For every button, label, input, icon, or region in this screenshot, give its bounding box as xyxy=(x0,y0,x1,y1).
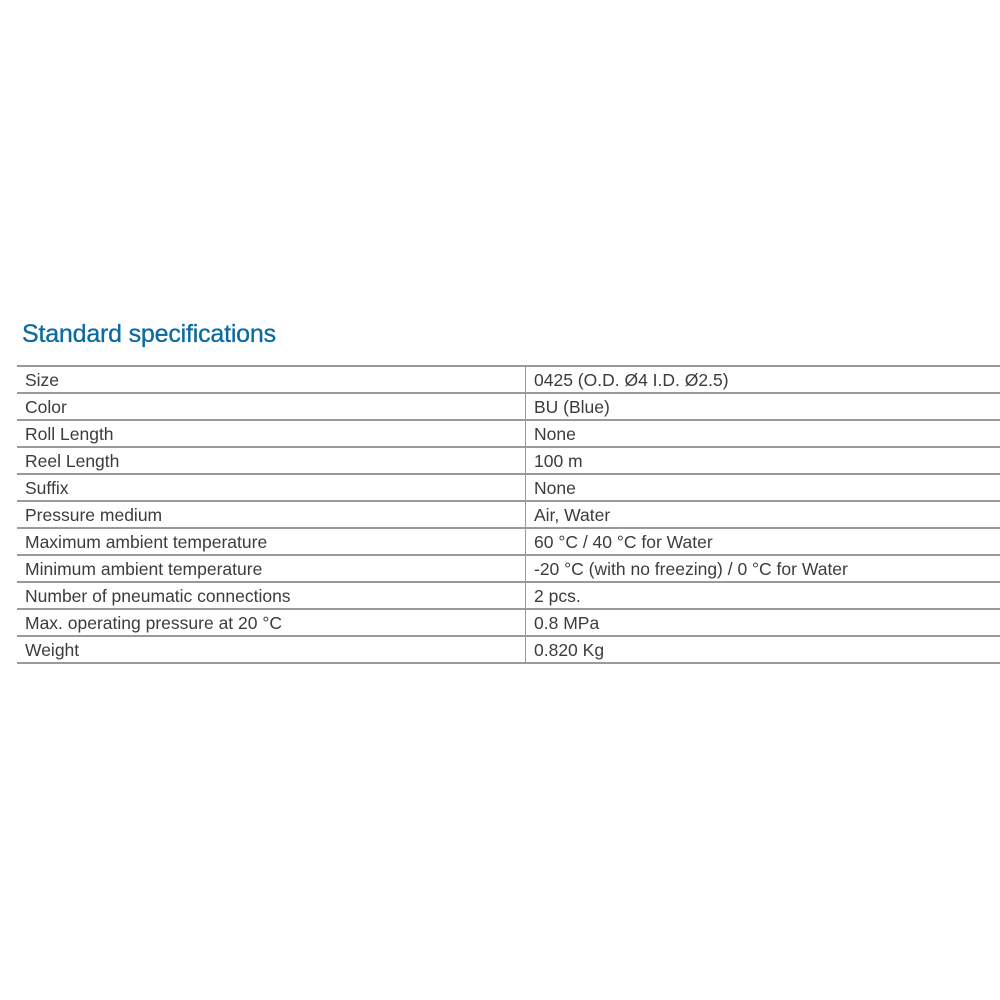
spec-value: None xyxy=(526,474,1000,501)
spec-row-max-operating-pressure xyxy=(17,609,1000,636)
spec-label: Weight xyxy=(17,636,526,663)
spec-value: BU (Blue) xyxy=(526,393,1000,420)
spec-row-min-ambient-temperature xyxy=(17,555,1000,582)
spec-row-pressure-medium xyxy=(17,501,1000,528)
spec-label: Size xyxy=(17,366,526,393)
spec-label: Suffix xyxy=(17,474,526,501)
section-title: Standard specifications xyxy=(22,320,276,348)
spec-row-max-ambient-temperature xyxy=(17,528,1000,555)
spec-value: 0425 (O.D. Ø4 I.D. Ø2.5) xyxy=(526,366,1000,393)
spec-row-size xyxy=(17,366,1000,393)
spec-label: Maximum ambient temperature xyxy=(17,528,526,555)
spec-row-pneumatic-connections xyxy=(17,582,1000,609)
spec-value: -20 °C (with no freezing) / 0 °C for Water xyxy=(526,555,1000,582)
specifications-table xyxy=(17,365,1000,664)
spec-label: Number of pneumatic connections xyxy=(17,582,526,609)
spec-label: Max. operating pressure at 20 °C xyxy=(17,609,526,636)
spec-value: 60 °C / 40 °C for Water xyxy=(526,528,1000,555)
spec-label: Minimum ambient temperature xyxy=(17,555,526,582)
spec-value: None xyxy=(526,420,1000,447)
spec-value: Air, Water xyxy=(526,501,1000,528)
spec-label: Color xyxy=(17,393,526,420)
spec-row-suffix xyxy=(17,474,1000,501)
spec-row-reel-length xyxy=(17,447,1000,474)
spec-value: 0.8 MPa xyxy=(526,609,1000,636)
spec-row-color xyxy=(17,393,1000,420)
spec-row-weight xyxy=(17,636,1000,663)
spec-value: 0.820 Kg xyxy=(526,636,1000,663)
spec-value: 2 pcs. xyxy=(526,582,1000,609)
spec-label: Reel Length xyxy=(17,447,526,474)
spec-label: Roll Length xyxy=(17,420,526,447)
spec-label: Pressure medium xyxy=(17,501,526,528)
spec-row-roll-length xyxy=(17,420,1000,447)
spec-value: 100 m xyxy=(526,447,1000,474)
